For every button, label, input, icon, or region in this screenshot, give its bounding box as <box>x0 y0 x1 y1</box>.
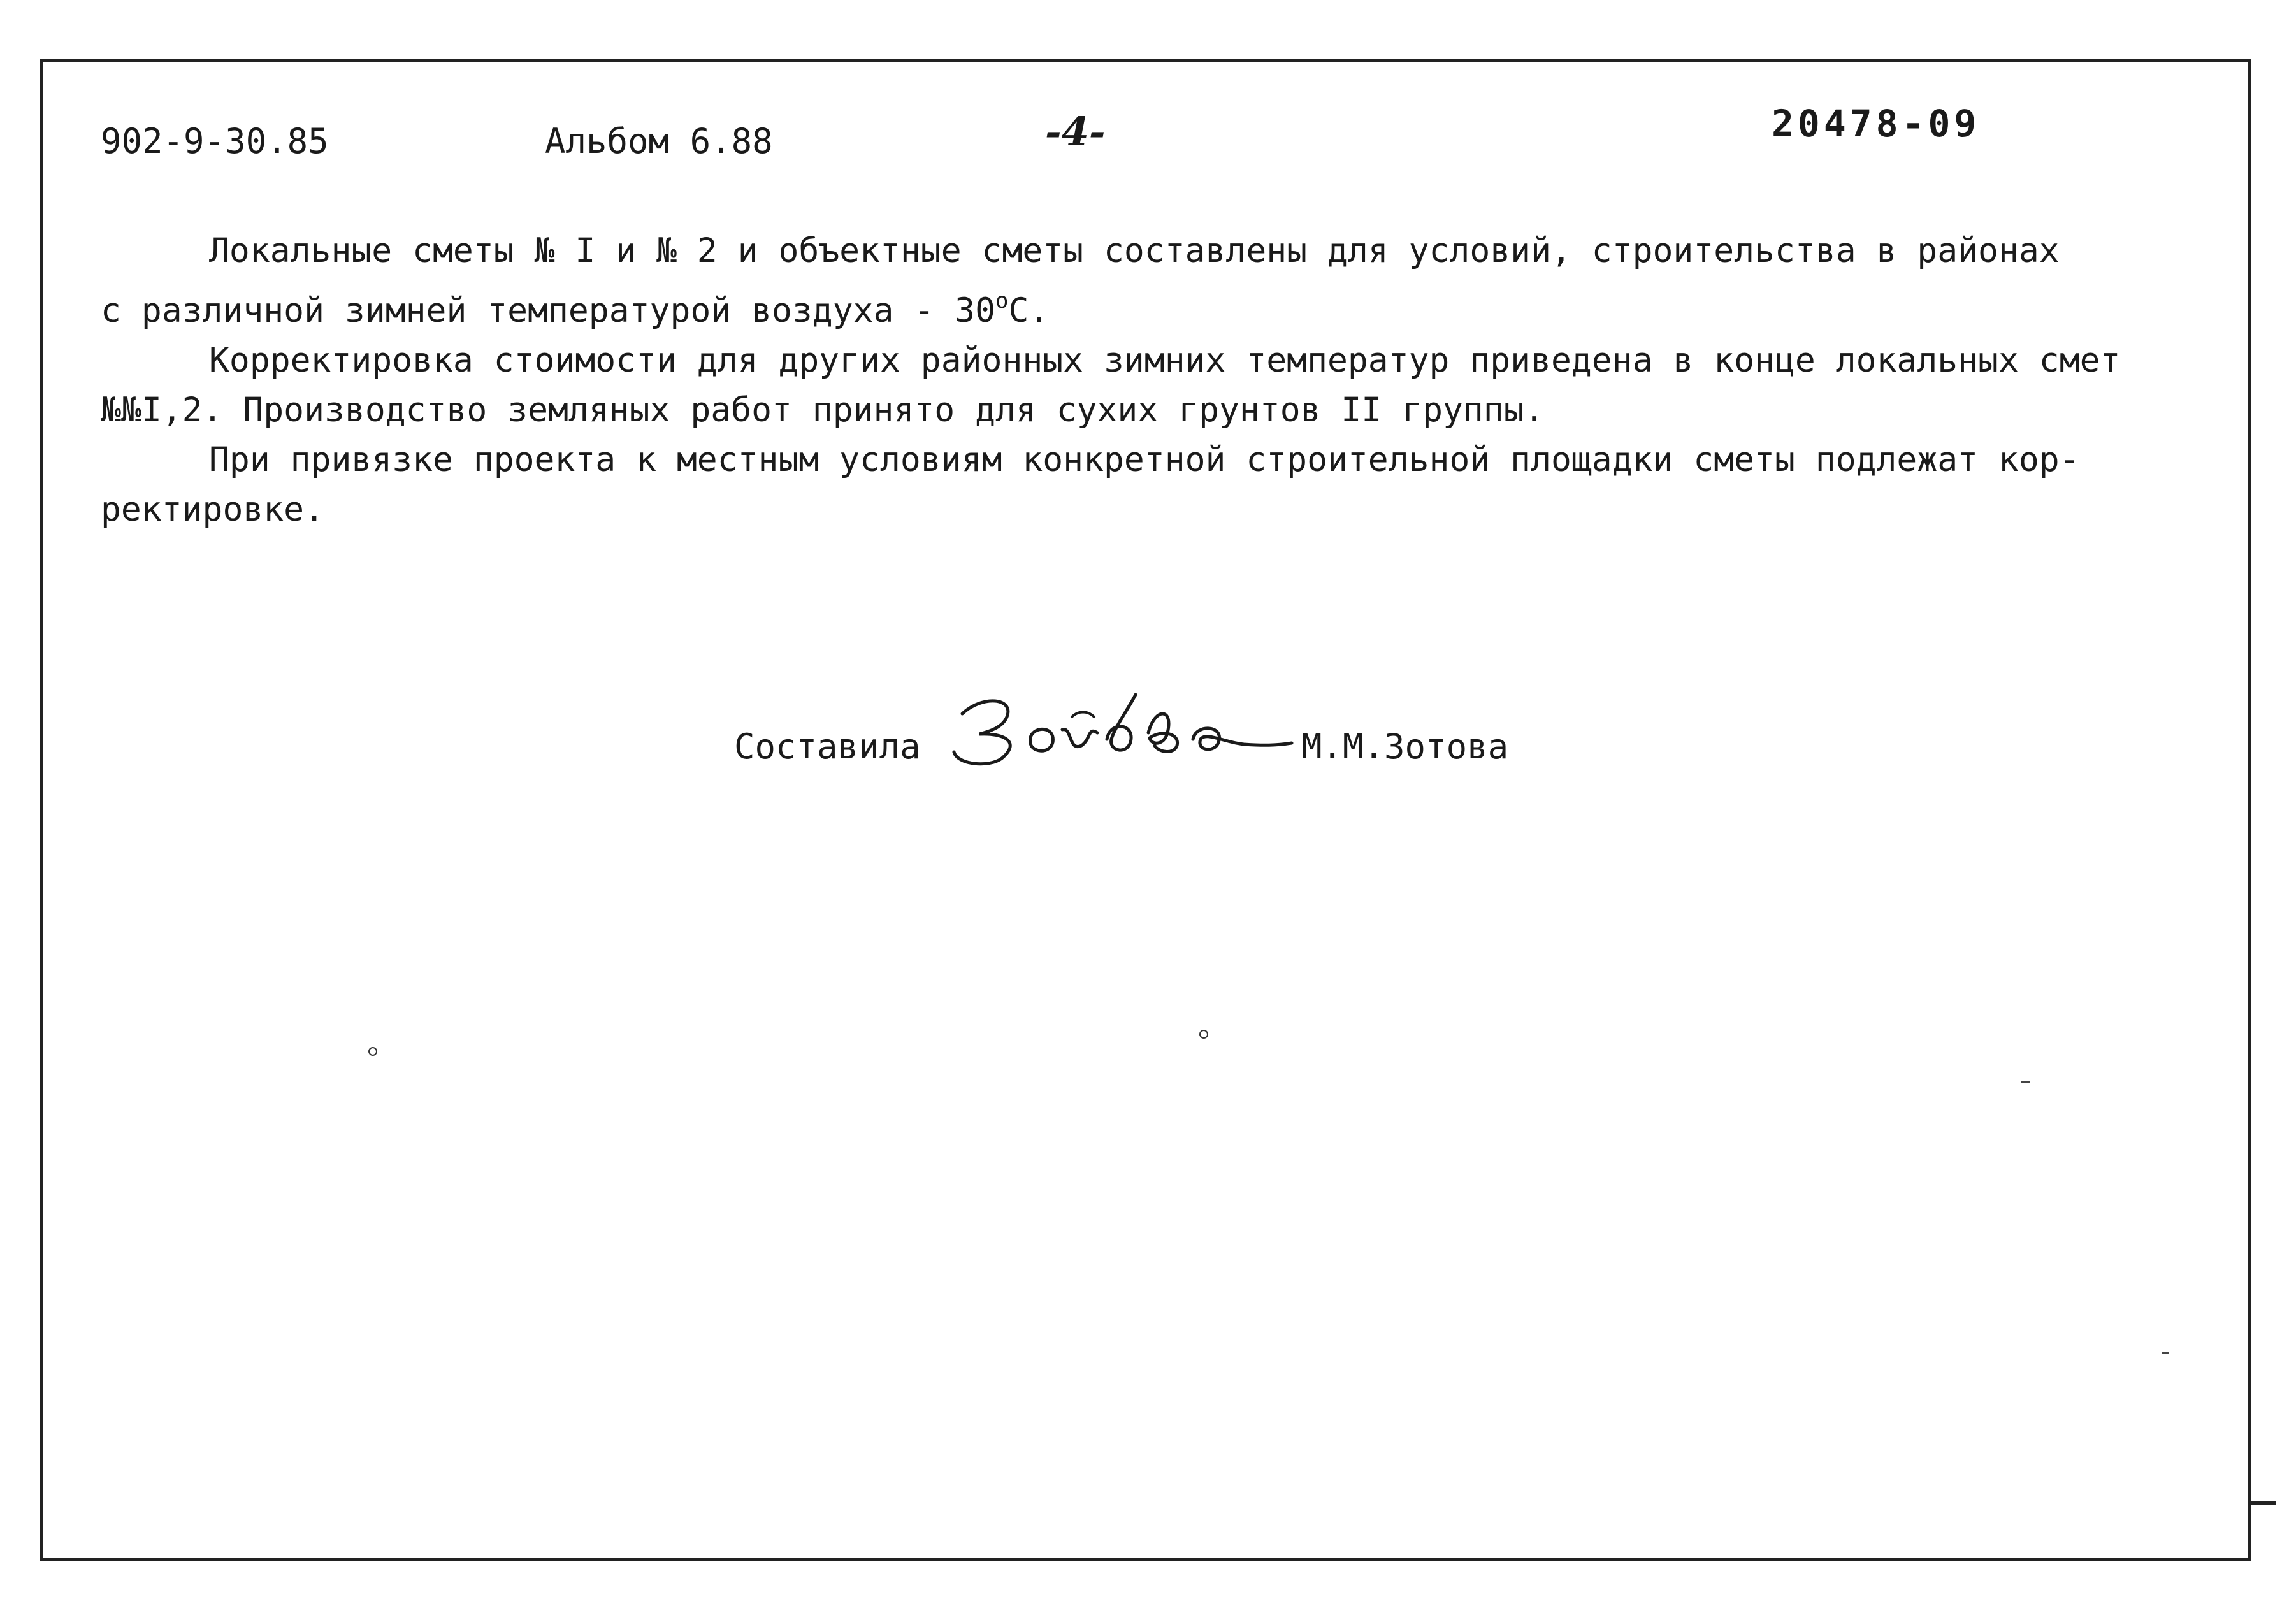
scan-mark <box>2021 1081 2030 1083</box>
paragraph-1-line-2-suffix: С. <box>1008 291 1050 330</box>
paragraph-3-line-2: ректировке. <box>101 490 324 529</box>
scan-mark <box>2162 1352 2169 1354</box>
paragraph-2-line-1: Корректировка стоимости для других районных зимних температур приведена в конце локальных смет <box>209 341 2121 380</box>
document-code: 902-9-30.85 <box>101 121 329 161</box>
album-label: Альбом 6.88 <box>545 121 773 161</box>
signatory-name: М.М.Зотова <box>1301 726 1509 767</box>
scan-speck <box>1199 1030 1208 1039</box>
frame-tick <box>2251 1501 2276 1505</box>
paragraph-3-line-1: При привязке проекта к местным условиям конкретной строительной площадки сметы подлежат кор- <box>209 440 2080 479</box>
handwritten-signature <box>944 682 1314 771</box>
signature-label: Составила <box>734 726 921 767</box>
paragraph-1-line-1: Локальные сметы № I и № 2 и объектные сметы составлены для условий, строительства в районах <box>209 231 2060 270</box>
document-number: 20478-09 <box>1772 102 1981 145</box>
scan-speck <box>368 1047 377 1056</box>
page-number: -4- <box>1045 108 1106 155</box>
paragraph-2-line-2: №№I,2. Производство земляных работ принято для сухих грунтов II группы. <box>101 391 1545 430</box>
body-text <box>101 226 2197 535</box>
degree-sign: о <box>995 288 1009 314</box>
paragraph-1-line-2-prefix: с различной зимней температурой воздуха - 30 <box>101 291 995 330</box>
paragraph-1-line-2 <box>101 276 2197 336</box>
